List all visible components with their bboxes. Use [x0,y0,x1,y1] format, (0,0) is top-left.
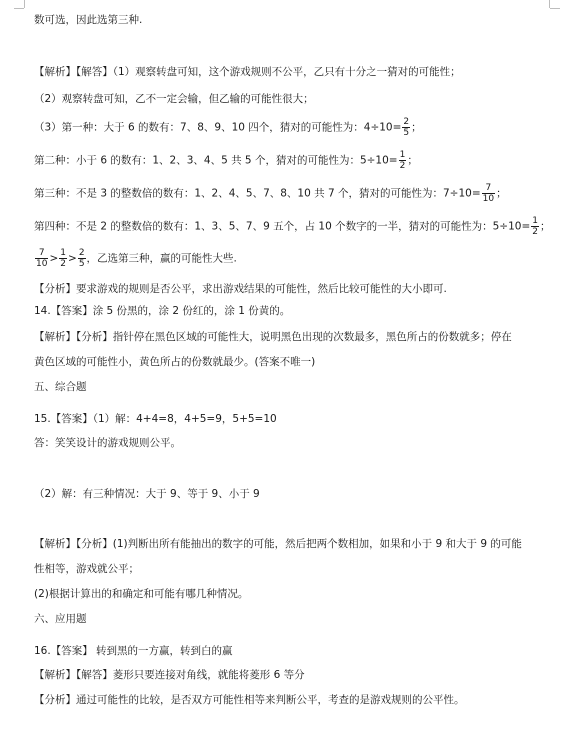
line-text: ； [540,220,551,233]
fraction [531,216,539,237]
fraction-numerator: 7 [482,183,495,194]
text-line: （2）观察转盘可知，乙不一定会输，但乙输的可能性很大； [34,93,314,105]
text-line: 【解析】【分析】(1)判断出所有能抽出的数字的可能，然后把两个数相加，如果和小于 9 和大于 9 的可能 [34,538,522,550]
text-line: 【解析】【解答】（1）观察转盘可知，这个游戏规则不公平，乙只有十分之一猜对的可能性； [34,66,461,78]
text-line: (2)根据计算出的和确定和可能有哪几种情况。 [34,588,249,600]
fraction-numerator: 2 [78,248,85,258]
page-corner-mark-right-h [550,8,560,9]
fraction-numerator: 2 [403,117,410,127]
fraction-denominator: 2 [399,161,406,171]
fraction-denominator: 5 [78,259,85,269]
line-text: 第四种：不是 2 的整数倍的数有：1、3、5、7、9 五个，占 10 个数字的一半，猜对的可能性为：5÷10= [34,220,531,233]
line-text: ，乙选第三种，赢的可能性大些. [86,252,237,265]
fraction [402,117,410,138]
fraction [482,183,495,204]
line-text: 第二种：小于 6 的数有：1、2、3、4、5 共 5 个，猜对的可能性为：5÷10= [34,154,398,167]
fraction-line [34,216,551,237]
fraction-numerator: 1 [60,248,66,258]
fraction-denominator: 2 [60,259,66,269]
text-line: 答：笑笑设计的游戏规则公平。 [34,437,181,449]
text-line: 【解析】【解答】菱形只要连接对角线，就能将菱形 6 等分 [34,669,305,681]
fraction-denominator: 10 [482,194,495,204]
section-heading: 六、应用题 [34,613,87,625]
page-corner-mark-left [24,0,25,8]
comparison-line [34,248,237,269]
fraction-line [34,117,422,138]
fraction-numerator: 1 [532,216,539,226]
line-text: （3）第一种：大于 6 的数有：7、8、9、10 四个，猜对的可能性为：4÷10= [34,121,402,134]
fraction-line [34,183,507,204]
page-corner-mark-right [549,0,550,8]
fraction [78,248,86,269]
fraction [59,248,67,269]
greater-than-sign: > [49,252,59,265]
fraction-denominator: 2 [532,227,539,237]
text-line: 数可选，因此选第三种. [34,14,143,26]
text-line: 【解析】【分析】指针停在黑色区域的可能性大，说明黑色出现的次数最多，黑色所占的份数就多；停在 [34,331,512,343]
line-text: ； [407,154,418,167]
greater-than-sign: > [68,252,77,265]
text-line: 【分析】通过可能性的比较，是否双方可能性相等来判断公平，考查的是游戏规则的公平性。 [34,694,465,706]
line-text: ； [411,121,422,134]
text-line: 【分析】要求游戏的规则是否公平，求出游戏结果的可能性，然后比较可能性的大小即可. [34,283,447,295]
text-line: 黄色区域的可能性小，黄色所占的份数就最少。(答案不唯一) [34,356,316,368]
fraction-denominator: 10 [36,259,48,269]
fraction-line [34,150,418,171]
text-line: 性相等，游戏就公平； [34,563,139,575]
fraction-numerator: 1 [399,150,406,160]
page-corner-mark-left-h [14,8,24,9]
line-text: 第三种：不是 3 的整数倍的数有：1、2、4、5、7、8、10 共 7 个，猜对的可能性为：7÷10= [34,187,481,200]
section-heading: 五、综合题 [34,381,87,393]
fraction-denominator: 5 [403,128,410,138]
line-text: ； [496,187,507,200]
text-line: （2）解：有三种情况：大于 9、等于 9、小于 9 [34,488,260,500]
fraction [35,248,48,269]
text-line: 16.【答案】 转到黑的一方赢，转到白的赢 [34,645,233,657]
text-line: 15.【答案】（1）解：4+4=8，4+5=9，5+5=10 [34,413,277,425]
text-line: 14.【答案】涂 5 份黑的，涂 2 份红的，涂 1 份黄的。 [34,305,291,317]
fraction-numerator: 7 [35,248,48,259]
fraction [399,150,407,171]
